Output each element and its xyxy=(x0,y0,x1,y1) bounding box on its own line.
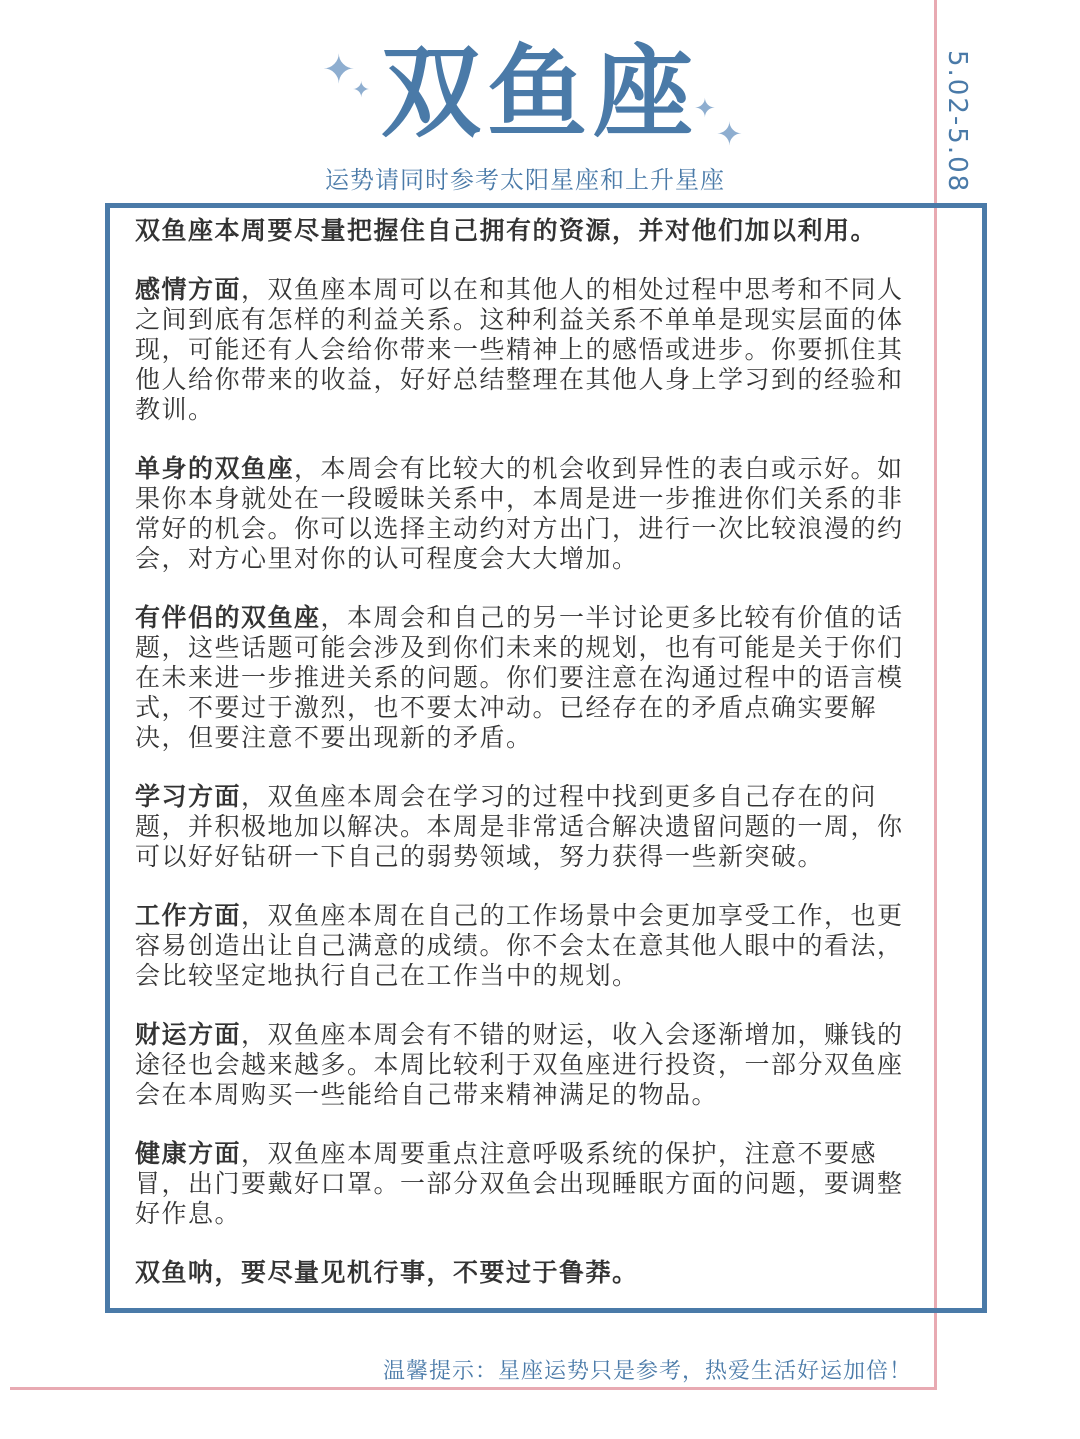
section-text: ，双鱼座本周可以在和其他人的相处过程中思考和不同人之间到底有怎样的利益关系。这种利益关系不单单是现实层面的体现，可能还有人会给你带来一些精神上的感悟或进步。你要抓住其他人给你带来的收益，好好总结整理在其他人身上学习到的经验和教训。 xyxy=(135,275,904,424)
footer-tip: 温馨提示：星座运势只是参考，热爱生活好运加倍！ xyxy=(382,1359,912,1384)
section-partnered xyxy=(135,603,925,753)
date-range: 5.02-5.08 xyxy=(942,50,972,194)
section-study xyxy=(135,782,925,872)
section-heading: 单身的双鱼座 xyxy=(135,454,295,483)
section-text: ，本周会有比较大的机会收到异性的表白或示好。如果你本身就处在一段暧昧关系中，本周是进一步推进你们关系的非常好的机会。你可以选择主动约对方出门，进行一次比较浪漫的约会，对方心里对你的认可程度会大大增加。 xyxy=(135,454,904,573)
section-single xyxy=(135,454,925,574)
sparkle-icon: ✦ xyxy=(694,94,716,124)
closing-text: 双鱼呐，要尽量见机行事，不要过于鲁莽。 xyxy=(135,1258,639,1287)
section-text: ，双鱼座本周在自己的工作场景中会更加享受工作，也更容易创造出让自己满意的成绩。你不会太在意其他人眼中的看法，会比较坚定地执行自己在工作当中的规划。 xyxy=(135,901,904,990)
section-heading: 财运方面 xyxy=(135,1020,242,1049)
sparkle-icon: ✦ xyxy=(716,115,743,153)
section-text: ，双鱼座本周要重点注意呼吸系统的保护，注意不要感冒，出门要戴好口罩。一部分双鱼会出现睡眠方面的问题，要调整好作息。 xyxy=(135,1139,904,1228)
section-wealth xyxy=(135,1020,925,1110)
intro-text: 双鱼座本周要尽量把握住自己拥有的资源，并对他们加以利用。 xyxy=(135,216,878,245)
section-heading: 工作方面 xyxy=(135,901,242,930)
horoscope-content xyxy=(135,216,925,1317)
pink-horizontal-line xyxy=(10,1387,937,1390)
section-heading: 学习方面 xyxy=(135,782,242,811)
section-love xyxy=(135,275,925,425)
section-text: ，双鱼座本周会在学习的过程中找到更多自己存在的问题，并积极地加以解决。本周是非常适合解决遗留问题的一周，你可以好好钻研一下自己的弱势领域，努力获得一些新突破。 xyxy=(135,782,904,871)
section-heading: 感情方面 xyxy=(135,275,242,304)
section-text: ，本周会和自己的另一半讨论更多比较有价值的话题，这些话题可能会涉及到你们未来的规划，也有可能是关于你们在未来进一步推进关系的问题。你们要注意在沟通过程中的语言模式，不要过于激烈，也不要太冲动。已经存在的矛盾点确实要解决，但要注意不要出现新的矛盾。 xyxy=(135,603,904,752)
section-heading: 有伴侣的双鱼座 xyxy=(135,603,321,632)
section-work xyxy=(135,901,925,991)
section-text: ，双鱼座本周会有不错的财运，收入会逐渐增加，赚钱的途径也会越来越多。本周比较利于双鱼座进行投资，一部分双鱼座会在本周购买一些能给自己带来精神满足的物品。 xyxy=(135,1020,904,1109)
sparkle-icon: ✦ xyxy=(352,78,371,103)
subtitle: 运势请同时参考太阳星座和上升星座 xyxy=(325,166,725,194)
page-title: 双鱼座 xyxy=(381,34,699,151)
section-heading: 健康方面 xyxy=(135,1139,242,1168)
sparkle-icon: ✦ xyxy=(322,47,356,93)
section-health xyxy=(135,1139,925,1229)
